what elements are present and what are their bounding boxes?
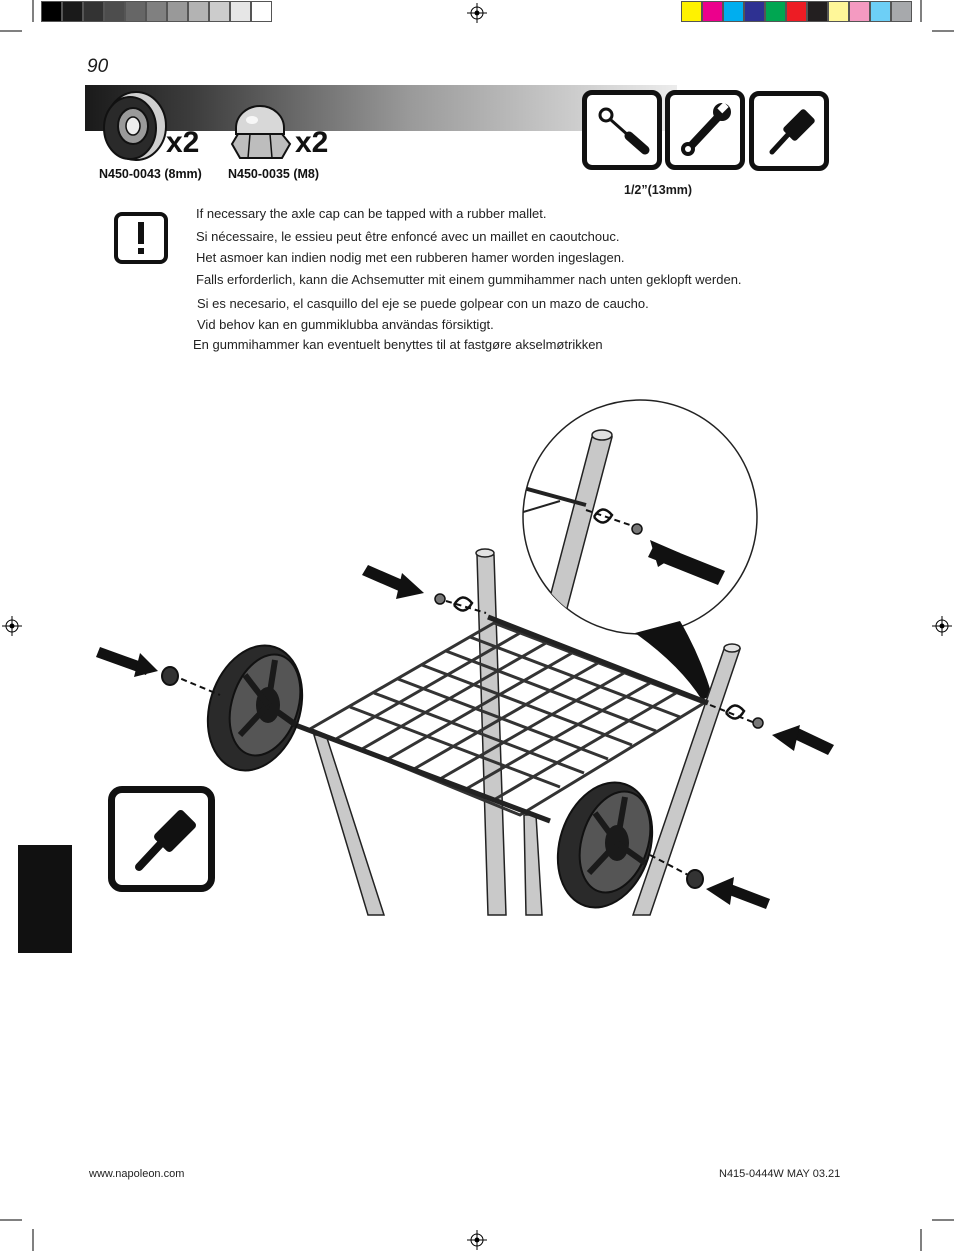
color-swatch (209, 1, 230, 22)
color-swatch (828, 1, 849, 22)
note-fr: Si nécessaire, le essieu peut être enfoncé avec un maillet en caoutchouc. (196, 229, 620, 244)
color-swatch (83, 1, 104, 22)
exclamation-icon (114, 212, 168, 264)
note-de: Falls erforderlich, kann die Achsemutter mit einem gummihammer nach unten geklopft werden. (196, 272, 742, 287)
mallet-icon (108, 786, 215, 892)
color-swatch (188, 1, 209, 22)
wrench-icon (665, 90, 745, 170)
part-quantity: x2 (166, 126, 200, 159)
color-swatch (870, 1, 891, 22)
color-swatch (167, 1, 188, 22)
part-quantity: x2 (295, 126, 329, 159)
color-swatch (146, 1, 167, 22)
part-code: N450-0043 (8mm) (99, 167, 202, 181)
website-url: www.napoleon.com (89, 1168, 185, 1180)
screwdriver-icon (582, 90, 662, 170)
registration-mark-icon (467, 3, 487, 23)
color-swatch (765, 1, 786, 22)
note-es: Si es necesario, el casquillo del eje se puede golpear con un mazo de caucho. (197, 296, 649, 311)
note-en: If necessary the axle cap can be tapped with a rubber mallet. (196, 206, 547, 221)
color-swatch (702, 1, 723, 22)
document-code: N415-0444W MAY 03.21 (719, 1168, 841, 1180)
color-swatch (62, 1, 83, 22)
note-nl: Het asmoer kan indien nodig met een rubberen hamer worden ingeslagen. (196, 250, 625, 265)
language-tab (18, 845, 72, 953)
tool-size-label: 1/2”(13mm) (624, 183, 693, 197)
color-swatch (251, 1, 272, 22)
part-code: N450-0035 (M8) (228, 167, 320, 181)
color-swatch (744, 1, 765, 22)
color-swatch (849, 1, 870, 22)
page-number: 90 (87, 56, 109, 77)
mallet-icon (749, 91, 829, 171)
color-swatch-bar (681, 1, 912, 22)
color-swatch (125, 1, 146, 22)
color-swatch (104, 1, 125, 22)
note-da: En gummihammer kan eventuelt benyttes til at fastgøre akselmøtrikken (193, 337, 603, 352)
wheel-hub-icon (100, 90, 168, 162)
color-swatch (41, 1, 62, 22)
registration-mark-icon (932, 616, 952, 636)
color-swatch (891, 1, 912, 22)
color-swatch (723, 1, 744, 22)
acorn-nut-icon (226, 102, 296, 164)
note-sv: Vid behov kan en gummiklubba användas försiktigt. (197, 317, 494, 332)
registration-mark-icon (2, 616, 22, 636)
color-swatch (807, 1, 828, 22)
color-swatch (681, 1, 702, 22)
grayscale-swatch-bar (41, 1, 272, 22)
registration-mark-icon (467, 1230, 487, 1250)
color-swatch (786, 1, 807, 22)
color-swatch (230, 1, 251, 22)
